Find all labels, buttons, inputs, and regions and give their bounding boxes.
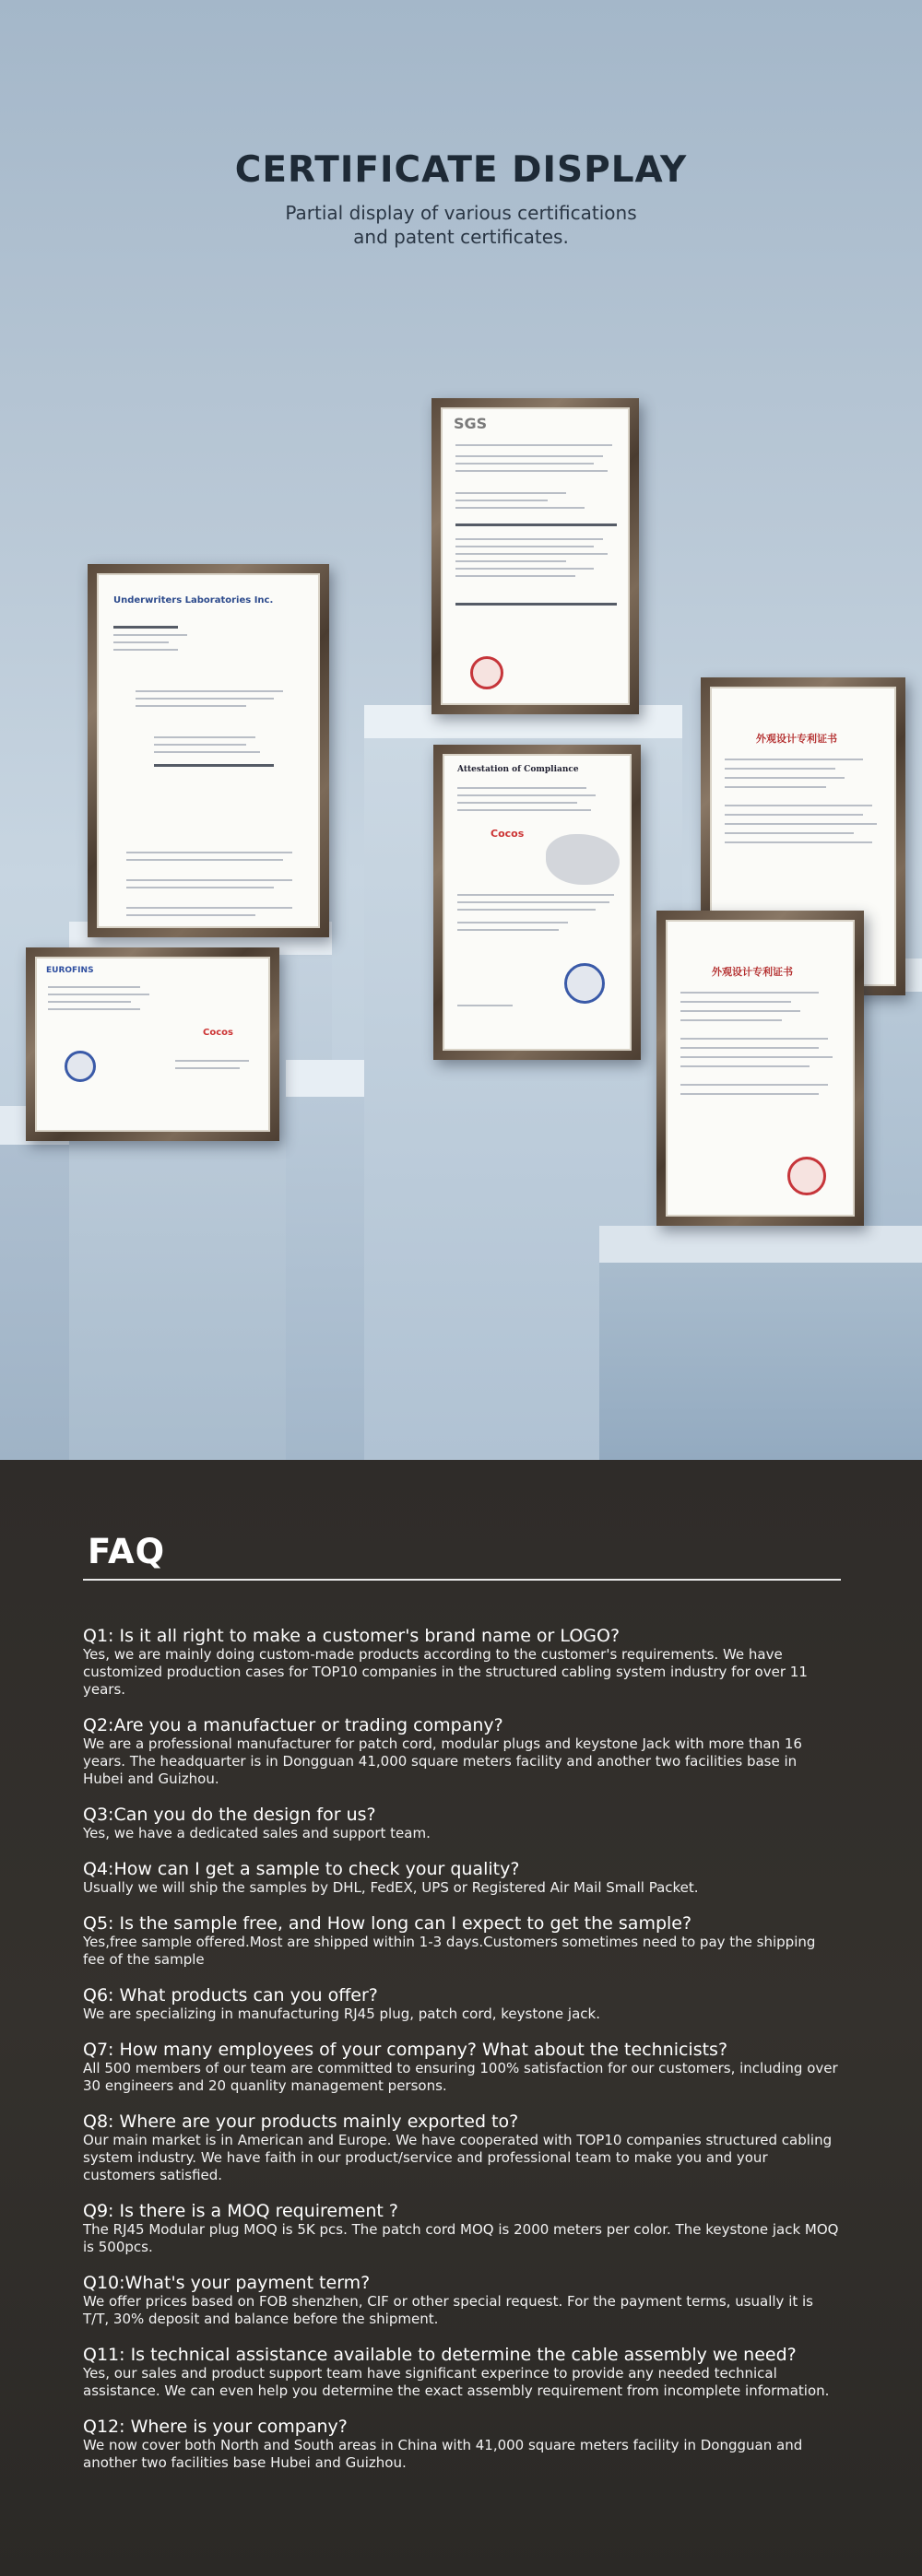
eurofins-logo: EUROFINS bbox=[46, 966, 94, 975]
attestation-title: Attestation of Compliance bbox=[457, 765, 579, 774]
faq-question: Q7: How many employees of your company? What about the technicists? bbox=[83, 2040, 728, 2060]
certificate-frame-eurofins bbox=[26, 947, 279, 1141]
certificate-sgs bbox=[441, 407, 630, 705]
faq-item bbox=[83, 2273, 839, 2328]
faq-question: Q6: What products can you offer? bbox=[83, 1985, 378, 2006]
faq-heading: FAQ bbox=[88, 1532, 166, 1571]
faq-answer: Yes, our sales and product support team have significant experince to provide any needed technical assistance. We can even help you determine the exact assembly requirement from incomplete information. bbox=[83, 2365, 830, 2399]
certificate-ul bbox=[97, 573, 320, 928]
faq-item bbox=[83, 1626, 839, 1699]
faq-question: Q2:Are you a manufactuer or trading company? bbox=[83, 1715, 503, 1735]
certificate-frame-ul bbox=[88, 564, 329, 937]
faq-item bbox=[83, 1859, 839, 1897]
faq-question: Q5: Is the sample free, and How long can I expect to get the sample? bbox=[83, 1913, 692, 1934]
certificate-patent-2 bbox=[666, 920, 855, 1217]
faq-section bbox=[0, 1460, 922, 2576]
faq-answer: Yes, we have a dedicated sales and support team. bbox=[83, 1825, 431, 1841]
subtitle-line-2: and patent certificates. bbox=[353, 226, 569, 248]
pedestal-right-low bbox=[599, 1226, 922, 1460]
patent-2-title: 外观设计专利证书 bbox=[712, 966, 793, 978]
faq-answer: We offer prices based on FOB shenzhen, CIF or other special request. For the payment terms, usually it is T/T, 30% deposit and balance before the shipment. bbox=[83, 2293, 813, 2327]
certificate-eurofins: EUROFINS Cocos bbox=[35, 957, 270, 1132]
faq-answer: Yes, we are mainly doing custom-made products according to the customer's requirements. We have customized production cases for TOP10 companies in the structured cabling system industry for over 11 years. bbox=[83, 1646, 808, 1698]
faq-item bbox=[83, 1985, 839, 2023]
sgs-logo: SGS bbox=[454, 415, 488, 432]
faq-question: Q12: Where is your company? bbox=[83, 2417, 348, 2437]
certificate-frame-attestation bbox=[433, 745, 641, 1060]
faq-item bbox=[83, 2417, 839, 2472]
faq-answer: Usually we will ship the samples by DHL, FedEX, UPS or Registered Air Mail Small Packet. bbox=[83, 1879, 699, 1896]
faq-answer: All 500 members of our team are committed to ensuring 100% satisfaction for our customers, including over 30 engineers and 20 quanlity management persons. bbox=[83, 2060, 838, 2094]
faq-item bbox=[83, 1715, 839, 1788]
certificate-frame-sgs bbox=[431, 398, 639, 714]
faq-list bbox=[83, 1626, 839, 2488]
faq-question: Q8: Where are your products mainly exported to? bbox=[83, 2111, 519, 2132]
certificate-attestation: Attestation of Compliance Cocos bbox=[443, 754, 632, 1051]
faq-answer: We are specializing in manufacturing RJ45 plug, patch cord, keystone jack. bbox=[83, 2006, 600, 2022]
faq-answer: Our main market is in American and Europe. We have cooperated with TOP10 companies structured cabling system industry. We have faith in our product/service and professional team to make you and your customers satisfied. bbox=[83, 2132, 833, 2183]
faq-item bbox=[83, 2345, 839, 2400]
certificate-title: CERTIFICATE DISPLAY bbox=[234, 149, 688, 191]
faq-divider bbox=[83, 1579, 841, 1581]
faq-question: Q3:Can you do the design for us? bbox=[83, 1805, 376, 1825]
faq-question: Q11: Is technical assistance available to determine the cable assembly we need? bbox=[83, 2345, 797, 2365]
faq-answer: We are a professional manufacturer for patch cord, modular plugs and keystone Jack with more than 16 years. The headquarter is in Dongguan 41,000 square meters facility and another two facilities base in Hubei and Guizhou. bbox=[83, 1735, 802, 1787]
faq-answer: The RJ45 Modular plug MOQ is 5K pcs. The patch cord MOQ is 2000 meters per color. The keystone jack MOQ is 500pcs. bbox=[83, 2221, 839, 2255]
subtitle-line-1: Partial display of various certifications bbox=[285, 202, 637, 224]
faq-item bbox=[83, 2201, 839, 2256]
patent-1-title: 外观设计专利证书 bbox=[756, 733, 837, 745]
ul-logo: Underwriters Laboratories Inc. bbox=[113, 595, 274, 606]
faq-item bbox=[83, 2111, 839, 2184]
faq-answer: Yes,free sample offered.Most are shipped within 1-3 days.Customers sometimes need to pay the shipping fee of the sample bbox=[83, 1934, 816, 1968]
faq-question: Q10:What's your payment term? bbox=[83, 2273, 371, 2293]
faq-item bbox=[83, 1805, 839, 1842]
faq-item bbox=[83, 2040, 839, 2095]
faq-question: Q4:How can I get a sample to check your quality? bbox=[83, 1859, 520, 1879]
faq-item bbox=[83, 1913, 839, 1969]
faq-question: Q1: Is it all right to make a customer's brand name or LOGO? bbox=[83, 1626, 621, 1646]
certificate-frame-patent-2 bbox=[656, 911, 864, 1226]
faq-answer: We now cover both North and South areas in China with 41,000 square meters facility in Dongguan and another two facilities base Hubei and Guizhou. bbox=[83, 2437, 803, 2471]
faq-question: Q9: Is there is a MOQ requirement ? bbox=[83, 2201, 398, 2221]
certificate-subtitle bbox=[0, 201, 922, 249]
